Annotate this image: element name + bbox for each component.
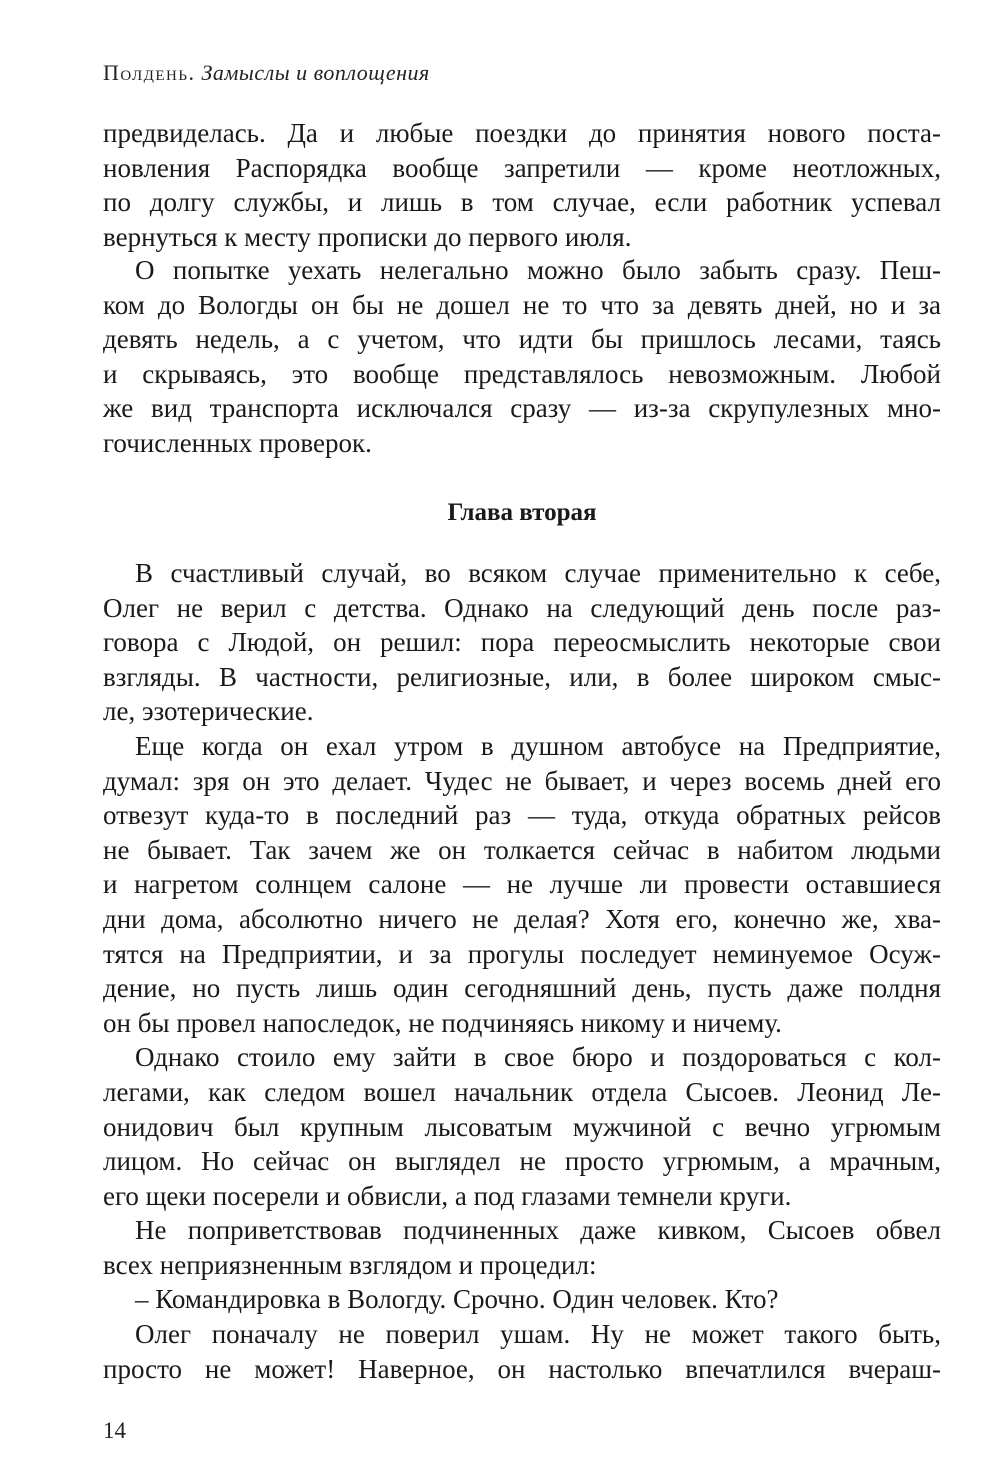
text-line: всех неприязненным взглядом и процедил: (103, 1249, 597, 1280)
text-line: Олег не верил с детства. Однако на следующий день после раз- (103, 592, 941, 623)
chapter-title: Глава вторая (447, 499, 597, 526)
text-line: говора с Людой, он решил: пора переосмыслить некоторые свои (103, 627, 941, 658)
text-line: и скрываясь, это вообще представлялось невозможным. Любой (103, 358, 941, 389)
text-line: дни дома, абсолютно ничего не делая? Хотя его, конечно же, хва- (103, 903, 941, 934)
text-line: Однако стоило ему зайти в свое бюро и поздороваться с кол- (135, 1042, 941, 1073)
text-line: новления Распорядка вообще запретили — кроме неотложных, (103, 152, 941, 183)
body-text-chapter (103, 556, 941, 1386)
text-line: В счастливый случай, во всяком случае применительно к себе, (135, 558, 941, 588)
running-head-section: Полдень. (103, 60, 196, 85)
text-line: он бы провел напоследок, не подчиняясь никому и ничему. (103, 1007, 782, 1038)
text-line: взгляды. В частности, религиозные, или, в более широком смыс- (103, 661, 941, 692)
text-line: не бывает. Так зачем же он толкается сейчас в набитом людьми (103, 834, 941, 865)
text-line: же вид транспорта исключался сразу — из-за скрупулезных мно- (103, 393, 941, 424)
text-line: и нагретом солнцем салоне — не лучше ли провести оставшиеся (103, 869, 941, 900)
text-line: легами, как следом вошел начальник отдела Сысоев. Леонид Ле- (103, 1076, 941, 1107)
page-number: 14 (103, 1418, 126, 1443)
text-line: гочисленных проверок. (103, 427, 372, 458)
text-line: думал: зря он это делает. Чудес не бывает, и через восемь дней его (103, 765, 941, 796)
text-line: по долгу службы, и лишь в том случае, если работник успевал (103, 187, 941, 218)
text-line: его щеки посерели и обвисли, а под глазами темнели круги. (103, 1180, 792, 1211)
text-line: вернуться к месту прописки до первого июля. (103, 221, 632, 252)
text-line: девять недель, а с учетом, что идти бы пришлось лесами, таясь (103, 324, 941, 355)
text-line: Не поприветствовав подчиненных даже кивком, Сысоев обвел (135, 1215, 941, 1246)
text-line: Олег поначалу не поверил ушам. Ну не может такого быть, (135, 1319, 941, 1350)
body-text-top (103, 116, 941, 254)
text-line: Еще когда он ехал утром в душном автобусе на Предприятие, (135, 730, 941, 761)
text-line: онидович был крупным лысоватым мужчиной с вечно угрюмым (103, 1111, 941, 1142)
text-line: просто не может! Наверное, он настолько впечатлился вчераш- (103, 1353, 941, 1384)
dialogue-line: – Командировка в Вологду. Срочно. Один человек. Кто? (135, 1284, 779, 1315)
text-line: предвиделась. Да и любые поездки до принятия нового поста- (103, 118, 941, 148)
running-head-title: Замыслы и воплощения (201, 60, 430, 85)
running-head (103, 60, 430, 86)
text-line: отвезут куда-то в последний раз — туда, откуда обратных рейсов (103, 800, 941, 831)
text-line: дение, но пусть лишь один сегодняшний день, пусть даже полдня (103, 973, 941, 1004)
text-line: тятся на Предприятии, и за прогулы последует неминуемое Осуж- (103, 938, 941, 969)
body-text-top-2 (103, 253, 941, 461)
text-line: ле, эзотерические. (103, 696, 314, 727)
text-line: ком до Вологды он бы не дошел не то что за девять дней, но и за (103, 289, 941, 320)
text-line: лицом. Но сейчас он выглядел не просто угрюмым, а мрачным, (103, 1146, 941, 1177)
text-line: О попытке уехать нелегально можно было забыть сразу. Пеш- (135, 255, 941, 285)
